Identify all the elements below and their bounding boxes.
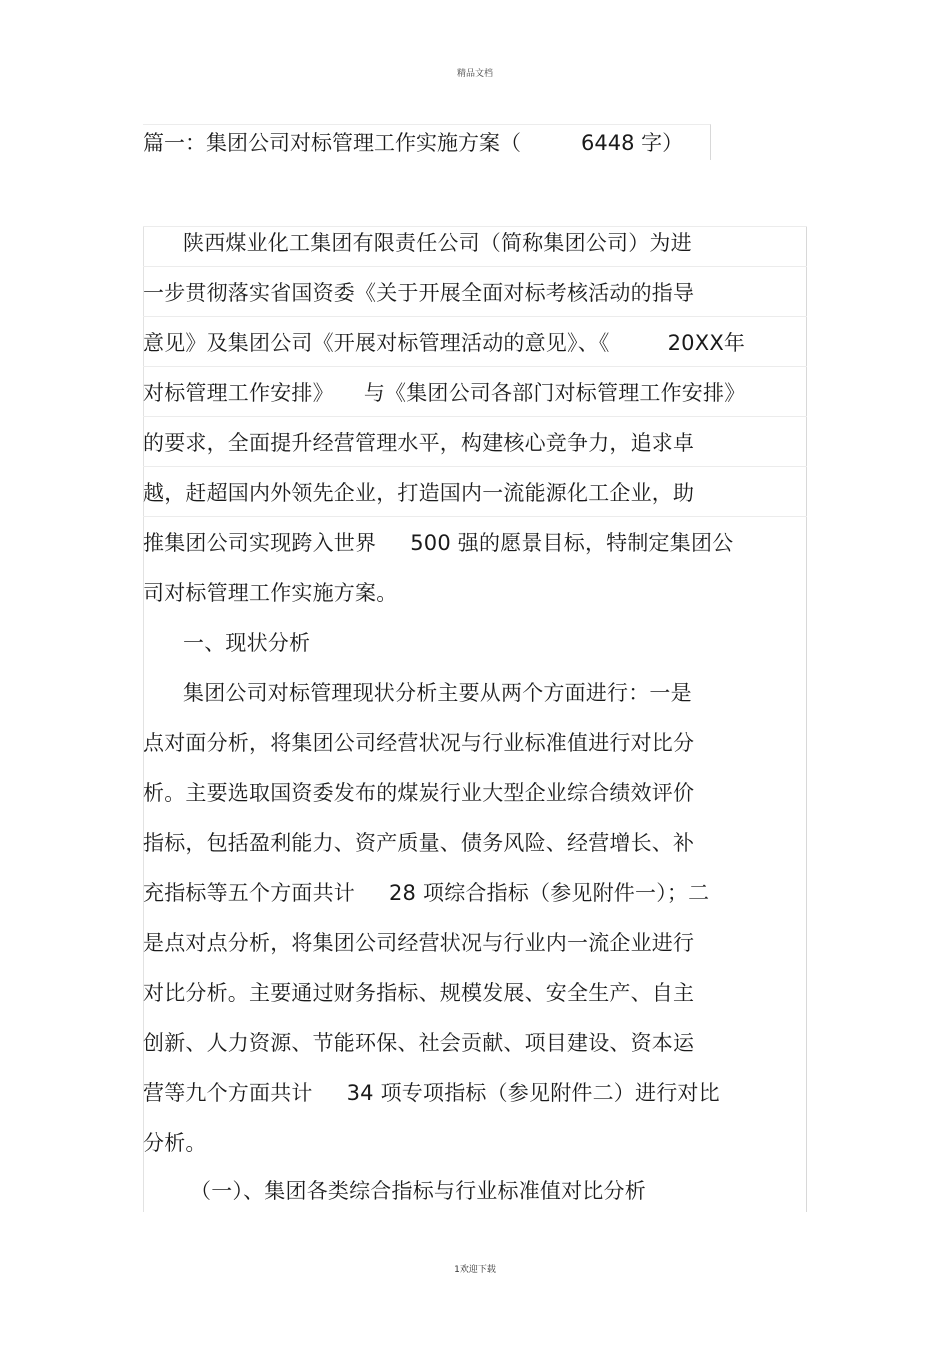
line-text: 与《集团公司各部门对标管理工作安排》	[363, 381, 746, 405]
footer-mark: 欢迎下载	[459, 1265, 496, 1275]
paragraph-line: 陕西煤业化工集团有限责任公司（简称集团公司）为进	[183, 231, 692, 255]
page-footer	[0, 1262, 950, 1275]
paragraph-line	[143, 528, 733, 558]
row-divider	[143, 266, 807, 267]
line-text: 意见》及集团公司《开展对标管理活动的意见》、《	[143, 331, 610, 355]
year-placeholder: 20XX年	[667, 331, 746, 355]
row-divider	[143, 466, 807, 467]
body-frame	[143, 226, 807, 1212]
row-divider	[143, 516, 807, 517]
paragraph-line	[143, 1078, 720, 1108]
line-text: 推集团公司实现跨入世界	[143, 531, 377, 555]
paragraph-line: 集团公司对标管理现状分析主要从两个方面进行：一是	[183, 681, 692, 705]
paragraph-line: 司对标管理工作实施方案。	[143, 581, 398, 605]
line-text: 对标管理工作安排》	[143, 381, 334, 405]
paragraph-line: 越，赶超国内外领先企业，打造国内一流能源化工企业，助	[143, 481, 695, 505]
paragraph-line	[143, 328, 745, 358]
paragraph-line: 创新、人力资源、节能环保、社会贡献、项目建设、资本运	[143, 1031, 695, 1055]
paragraph-line: 分析。	[143, 1131, 207, 1155]
line-text: 34 项专项指标（参见附件二）进行对比	[346, 1081, 720, 1105]
subsection-heading: （一）、集团各类综合指标与行业标准值对比分析	[190, 1179, 646, 1203]
line-text: 营等九个方面共计	[143, 1081, 313, 1105]
row-divider	[143, 226, 807, 227]
document-title	[143, 124, 711, 160]
section-heading: 一、现状分析	[183, 631, 311, 655]
paragraph-line: 的要求，全面提升经营管理水平，构建核心竞争力，追求卓	[143, 431, 695, 455]
title-word-count: 6448 字）	[581, 131, 684, 155]
line-text: 充指标等五个方面共计	[143, 881, 355, 905]
title-main: 篇一：集团公司对标管理工作实施方案（	[143, 131, 521, 155]
row-divider	[143, 416, 807, 417]
paragraph-line	[143, 878, 709, 908]
page-number: 1	[454, 1265, 460, 1275]
paragraph-line	[143, 378, 745, 408]
paragraph-line: 是点对点分析，将集团公司经营状况与行业内一流企业进行	[143, 931, 695, 955]
paragraph-line: 对比分析。主要通过财务指标、规模发展、安全生产、自主	[143, 981, 695, 1005]
paragraph-line: 析。主要选取国资委发布的煤炭行业大型企业综合绩效评价	[143, 781, 695, 805]
row-divider	[143, 316, 807, 317]
line-text: 28 项综合指标（参见附件一）；二	[389, 881, 710, 905]
paragraph-line: 一步贯彻落实省国资委《关于开展全面对标考核活动的指导	[143, 281, 695, 305]
paragraph-line: 指标，包括盈利能力、资产质量、债务风险、经营增长、补	[143, 831, 695, 855]
page-header-mark: 精品文档	[456, 69, 493, 79]
paragraph-line: 点对面分析，将集团公司经营状况与行业标准值进行对比分	[143, 731, 695, 755]
row-divider	[143, 366, 807, 367]
line-text: 500 强的愿景目标，特制定集团公	[410, 531, 734, 555]
